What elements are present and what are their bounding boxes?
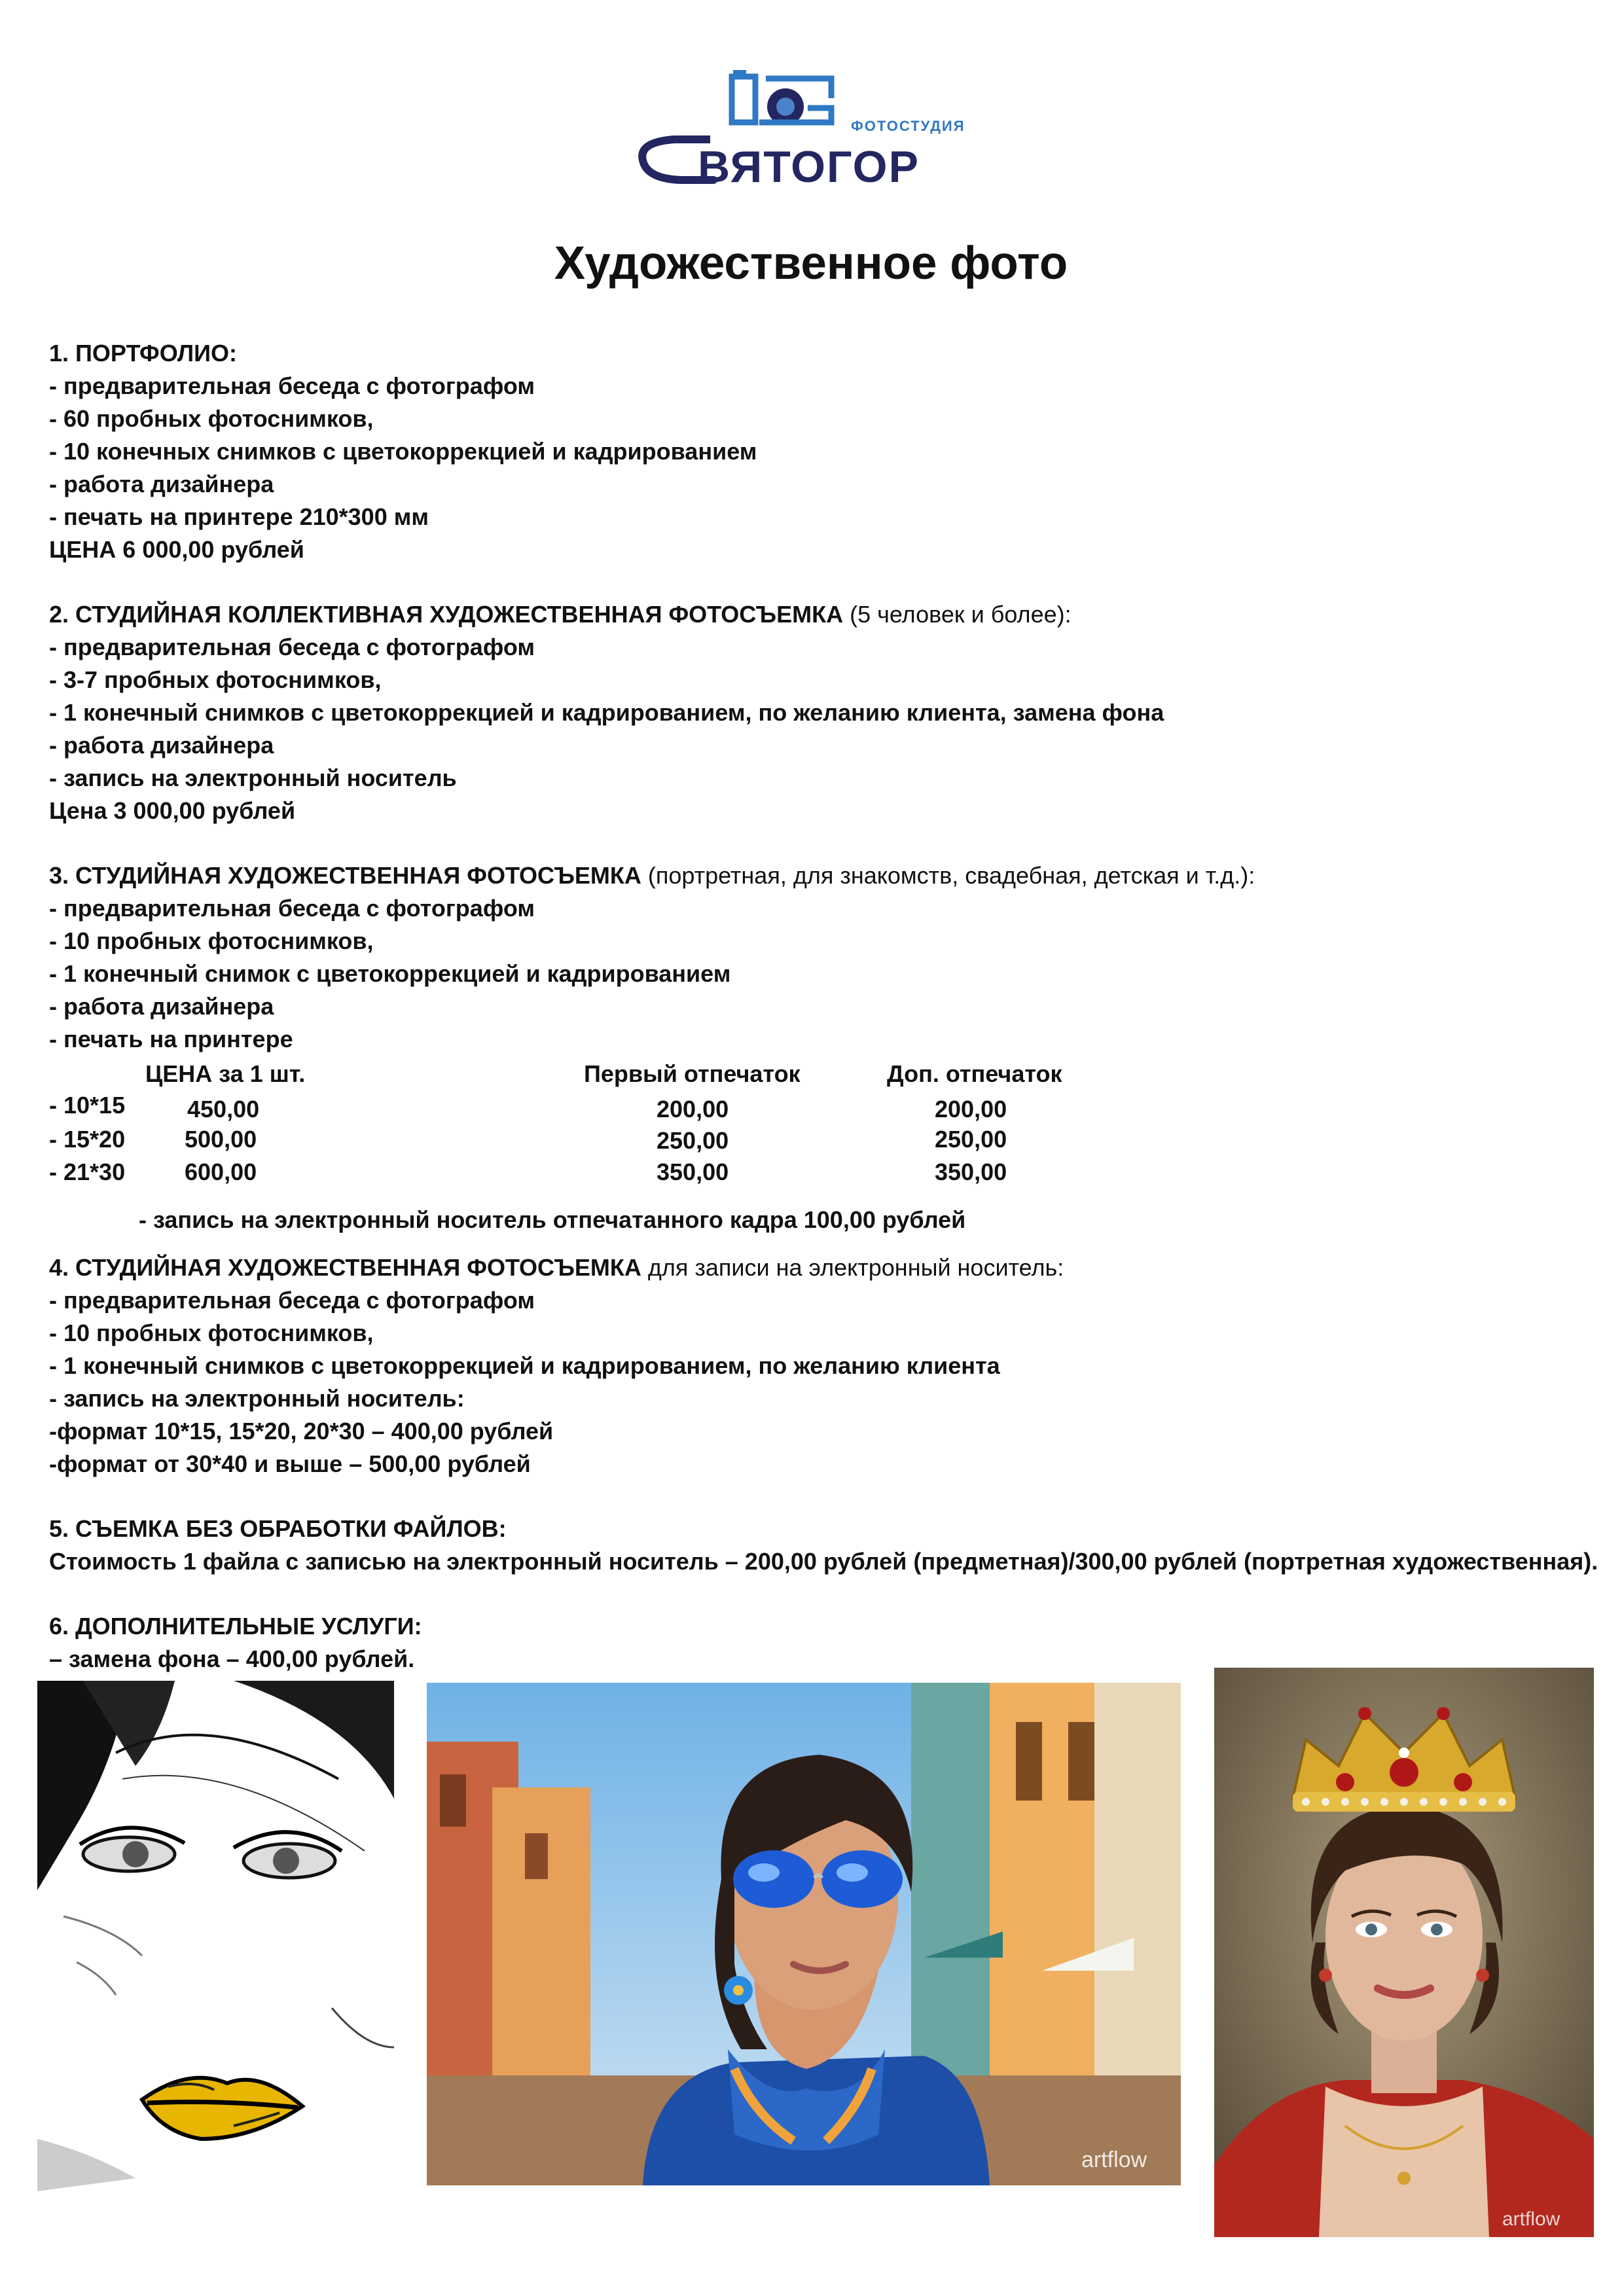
sunglasses-portrait-photo: [427, 1683, 1181, 2185]
s2-item: - работа дизайнера: [49, 732, 274, 759]
s3-item: - 1 конечный снимок с цветокоррекцией и кадрированием: [49, 960, 731, 987]
table-price: 600,00: [185, 1158, 257, 1185]
s2-item: - запись на электронный носитель: [49, 764, 457, 791]
s3-item: - 10 пробных фотоснимков,: [49, 927, 374, 954]
table-format: - 10*15: [49, 1092, 126, 1119]
s1-heading: 1. ПОРТФОЛИО:: [49, 340, 238, 367]
s2-item: - 1 конечный снимков с цветокоррекцией и кадрированием, по желанию клиента, замена фона: [49, 699, 1164, 726]
watermark: artflow: [1502, 2208, 1560, 2230]
s1-item: - 10 конечных снимков с цветокоррекцией и кадрированием: [49, 438, 757, 465]
s2-price: Цена 3 000,00 рублей: [49, 797, 296, 824]
s4-item: - 1 конечный снимков с цветокоррекцией и кадрированием, по желанию клиента: [49, 1352, 1000, 1379]
s6-heading: 6. ДОПОЛНИТЕЛЬНЫЕ УСЛУГИ:: [49, 1613, 422, 1640]
s2-item: - 3-7 пробных фотоснимков,: [49, 666, 382, 693]
s1-price: ЦЕНА 6 000,00 рублей: [49, 536, 304, 563]
s1-item: - печать на принтере 210*300 мм: [49, 503, 429, 530]
table-header: ЦЕНА за 1 шт.: [145, 1060, 306, 1087]
s3-item: - работа дизайнера: [49, 993, 274, 1020]
table-extra: 350,00: [935, 1158, 1007, 1185]
s5-text: Стоимость 1 файла с записью на электронный носитель – 200,00 рублей (предметная)/300,00 рублей (портретная художественная).: [49, 1548, 1598, 1575]
table-price: 500,00: [185, 1126, 257, 1153]
table-first: 250,00: [657, 1127, 729, 1154]
table-first: 350,00: [657, 1158, 729, 1185]
s4-item: - запись на электронный носитель:: [49, 1385, 465, 1412]
s4-heading: 4. СТУДИЙНАЯ ХУДОЖЕСТВЕННАЯ ФОТОСЪЕМКА для записи на электронный носитель:: [49, 1254, 1064, 1281]
table-header: Первый отпечаток: [584, 1060, 801, 1087]
s4-item: -формат от 30*40 и выше – 500,00 рублей: [49, 1450, 531, 1477]
s2-item: - предварительная беседа с фотографом: [49, 634, 535, 660]
watermark: artflow: [1081, 2147, 1147, 2172]
page-title: Художественное фото: [554, 238, 1068, 289]
svg-text:ВЯТОГОР: ВЯТОГОР: [698, 142, 920, 192]
s6-text: – замена фона – 400,00 рублей.: [49, 1645, 415, 1672]
s2-heading: 2. СТУДИЙНАЯ КОЛЛЕКТИВНАЯ ХУДОЖЕСТВЕННАЯ ФОТОСЪЕМКА (5 человек и более):: [49, 601, 1072, 628]
s1-item: - работа дизайнера: [49, 471, 274, 497]
sketch-portrait-photo: [37, 1681, 394, 2191]
table-first: 200,00: [657, 1096, 729, 1122]
s3-heading: 3. СТУДИЙНАЯ ХУДОЖЕСТВЕННАЯ ФОТОСЪЕМКА (портретная, для знакомств, свадебная, детская и т.д.):: [49, 862, 1255, 889]
table-extra: 250,00: [935, 1126, 1007, 1153]
s3-item: - печать на принтере: [49, 1026, 293, 1052]
table-format: - 15*20: [49, 1126, 126, 1153]
s3-item: - предварительная беседа с фотографом: [49, 895, 535, 922]
s4-item: - предварительная беседа с фотографом: [49, 1287, 535, 1314]
s3-note: - запись на электронный носитель отпечатанного кадра 100,00 рублей: [139, 1206, 966, 1233]
studio-logo: [635, 62, 975, 193]
table-format: - 21*30: [49, 1158, 126, 1185]
s5-heading: 5. СЪЕМКА БЕЗ ОБРАБОТКИ ФАЙЛОВ:: [49, 1515, 507, 1542]
s4-item: -формат 10*15, 15*20, 20*30 – 400,00 рублей: [49, 1418, 554, 1444]
s4-item: - 10 пробных фотоснимков,: [49, 1319, 374, 1346]
logo-subtitle: ФОТОСТУДИЯ: [851, 118, 965, 134]
table-header: Доп. отпечаток: [887, 1060, 1062, 1087]
s1-item: - 60 пробных фотоснимков,: [49, 405, 374, 432]
s1-item: - предварительная беседа с фотографом: [49, 372, 535, 399]
crown-portrait-photo: [1214, 1668, 1594, 2237]
table-price: 450,00: [187, 1096, 260, 1122]
table-extra: 200,00: [935, 1096, 1007, 1122]
